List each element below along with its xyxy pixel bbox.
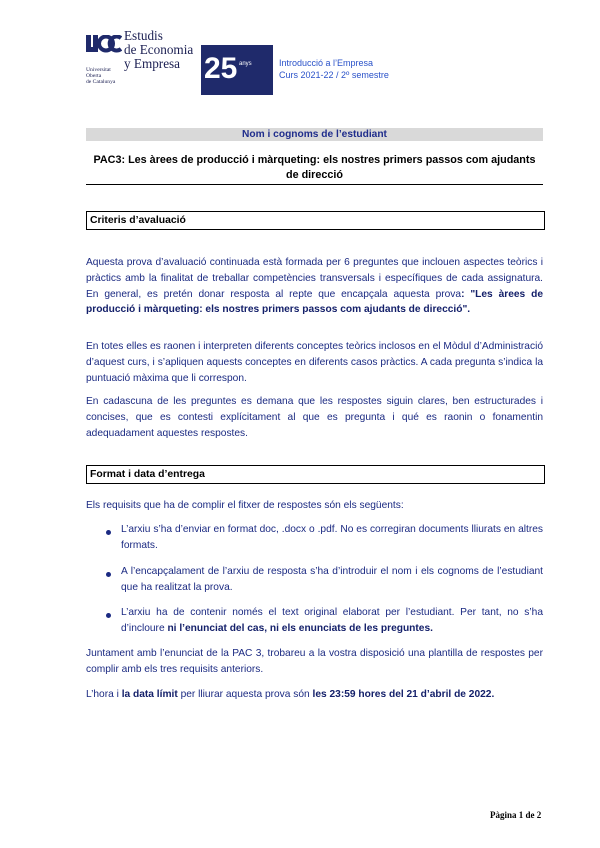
student-name-field: Nom i cognoms de l’estudiant: [86, 128, 543, 141]
title-divider: [86, 184, 543, 185]
anniversary-25-icon: [201, 45, 273, 95]
badge-suffix: anys: [239, 61, 252, 67]
criteria-paragraph-2: En totes elles es raonen i interpreten diferents conceptes teòrics inclosos en el Mòdul d’Administració d’aquest curs, i s’apliquen aquests conceptes en diferents casos pràctics. A cada pregunta s’indica la puntuació màxima que li correspon.: [86, 341, 543, 384]
anniversary-badge: [201, 45, 273, 95]
criteria-paragraph-3: En cadascuna de les preguntes es demana que les respostes siguin clares, ben estructurades i concises, que es contesti explícitament al que es pregunta i qué es raonin o fonamentin adequadament aquestes respostes.: [86, 396, 543, 439]
requirement-2: A l’encapçalament de l’arxiu de resposta s’ha d’introduir el nom i els cognoms de l’estudiant que ha realitzat la prova.: [121, 566, 543, 593]
uoc-logo: [86, 35, 122, 65]
requirement-1: L’arxiu s’ha d’enviar en format doc, .docx o .pdf. No es corregiran documents lliurats en altres formats.: [121, 524, 543, 551]
pac-title: PAC3: Les àrees de producció i màrqueting: els nostres primers passos com ajudants de direcció: [93, 154, 536, 181]
criteria-heading: Criteris d’avaluació: [86, 211, 545, 230]
deadline-paragraph: L’hora i la data límit per lliurar aquesta prova són les 23:59 hores del 21 d’abril de 2022.: [86, 689, 495, 700]
course-term: Curs 2021-22 / 2º semestre: [279, 70, 389, 80]
badge-number: 25: [204, 52, 238, 85]
format-heading: Format i data d’entrega: [86, 465, 545, 484]
uoc-subtitle: Universitat Oberta de Catalunya: [86, 67, 116, 86]
format-intro: Els requisits que ha de complir el fitxer de respostes són els següents:: [86, 500, 404, 511]
uoc-logo-icon: [86, 35, 122, 65]
criteria-paragraph-1: Aquesta prova d’avaluació continuada està formada per 6 preguntes que inclouen aspectes teòrics i pràctics amb la finalitat de treballar competències transversals i específiques de cada assignatura. En general, es pretén donar resposta al repte que encapçala aquesta prova: "Les àrees de producció i màrqueting: els nostres primers passos com ajudants de direcció".: [86, 257, 543, 316]
bullet-icon: [106, 530, 111, 535]
estudis-title: Estudis de Economia y Empresa: [124, 28, 194, 71]
bullet-icon: [106, 572, 111, 577]
course-name: Introducció a l’Empresa: [279, 58, 374, 68]
page-number: Pàgina 1 de 2: [490, 810, 542, 820]
template-paragraph: Juntament amb l’enunciat de la PAC 3, trobareu a la vostra disposició una plantilla de respostes per complir amb els tres requisits anteriors.: [86, 648, 543, 675]
course-info: [279, 57, 389, 81]
requirement-3: L’arxiu ha de contenir només el text original elaborat per l’estudiant. Per tant, no s’ha d’incloure ni l’enunciat del cas, ni els enunciats de les preguntes.: [121, 607, 543, 634]
bullet-icon: [106, 613, 111, 618]
